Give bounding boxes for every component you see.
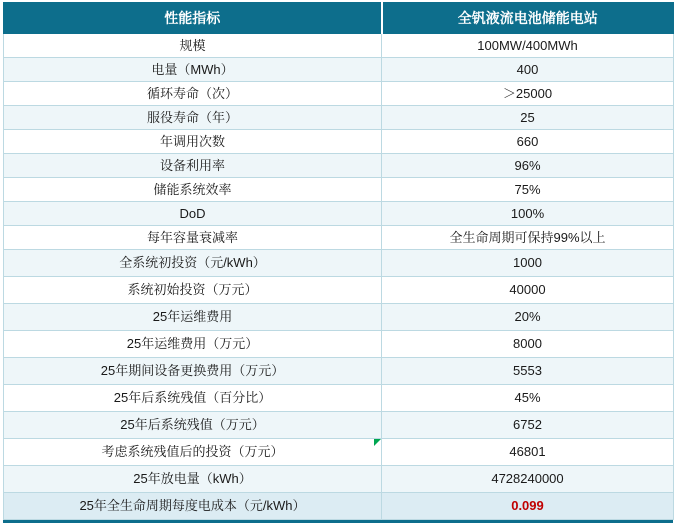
table-row bbox=[4, 58, 674, 82]
row-value: 5553 bbox=[382, 358, 674, 385]
row-label: 年调用次数 bbox=[4, 130, 382, 154]
table-row bbox=[4, 34, 674, 58]
column-header-value: 全钒液流电池储能电站 bbox=[382, 3, 674, 34]
row-value: 20% bbox=[382, 304, 674, 331]
table-row bbox=[4, 250, 674, 277]
table-body bbox=[4, 34, 674, 520]
table-row bbox=[4, 385, 674, 412]
table-row bbox=[4, 277, 674, 304]
row-label: 全系统初投资（元/kWh） bbox=[4, 250, 382, 277]
row-value: 25 bbox=[382, 106, 674, 130]
row-label: 服役寿命（年） bbox=[4, 106, 382, 130]
total-row-label: 25年全生命周期每度电成本（元/kWh） bbox=[4, 493, 382, 520]
row-value: 46801 bbox=[382, 439, 674, 466]
table-row bbox=[4, 178, 674, 202]
row-label: 电量（MWh） bbox=[4, 58, 382, 82]
green-corner-marker-icon bbox=[374, 439, 381, 446]
row-label: 循环寿命（次） bbox=[4, 82, 382, 106]
specification-table bbox=[3, 2, 674, 520]
total-row-value: 0.099 bbox=[382, 493, 674, 520]
row-value: 1000 bbox=[382, 250, 674, 277]
table-row bbox=[4, 358, 674, 385]
row-value: 4728240000 bbox=[382, 466, 674, 493]
row-label: 25年运维费用（万元） bbox=[4, 331, 382, 358]
row-label: 规模 bbox=[4, 34, 382, 58]
row-label: 25年后系统残值（万元） bbox=[4, 412, 382, 439]
row-value: 75% bbox=[382, 178, 674, 202]
table-row bbox=[4, 82, 674, 106]
table-total-row bbox=[4, 493, 674, 520]
row-label: DoD bbox=[4, 202, 382, 226]
table-row bbox=[4, 466, 674, 493]
row-label: 25年期间设备更换费用（万元） bbox=[4, 358, 382, 385]
table-header-row bbox=[4, 3, 674, 34]
row-label-text: 考虑系统残值后的投资（万元） bbox=[101, 444, 284, 459]
table-row bbox=[4, 331, 674, 358]
row-value: 100% bbox=[382, 202, 674, 226]
table-row bbox=[4, 106, 674, 130]
row-label: 储能系统效率 bbox=[4, 178, 382, 202]
column-header-metric: 性能指标 bbox=[4, 3, 382, 34]
table-row bbox=[4, 304, 674, 331]
row-label: 系统初始投资（万元） bbox=[4, 277, 382, 304]
table-row bbox=[4, 226, 674, 250]
row-value: ＞25000 bbox=[382, 82, 674, 106]
table-row bbox=[4, 202, 674, 226]
table-row bbox=[4, 130, 674, 154]
row-value: 6752 bbox=[382, 412, 674, 439]
row-value: 8000 bbox=[382, 331, 674, 358]
row-value: 40000 bbox=[382, 277, 674, 304]
row-value: 全生命周期可保持99%以上 bbox=[382, 226, 674, 250]
row-value: 660 bbox=[382, 130, 674, 154]
row-value: 100MW/400MWh bbox=[382, 34, 674, 58]
row-label: 25年后系统残值（百分比） bbox=[4, 385, 382, 412]
row-value: 400 bbox=[382, 58, 674, 82]
row-value: 45% bbox=[382, 385, 674, 412]
row-value: 96% bbox=[382, 154, 674, 178]
table-row bbox=[4, 154, 674, 178]
row-label: 25年运维费用 bbox=[4, 304, 382, 331]
row-label bbox=[4, 439, 382, 466]
table-header bbox=[4, 3, 674, 34]
table-row bbox=[4, 412, 674, 439]
row-label: 25年放电量（kWh） bbox=[4, 466, 382, 493]
row-label: 每年容量衰减率 bbox=[4, 226, 382, 250]
table-row bbox=[4, 439, 674, 466]
row-label: 设备利用率 bbox=[4, 154, 382, 178]
